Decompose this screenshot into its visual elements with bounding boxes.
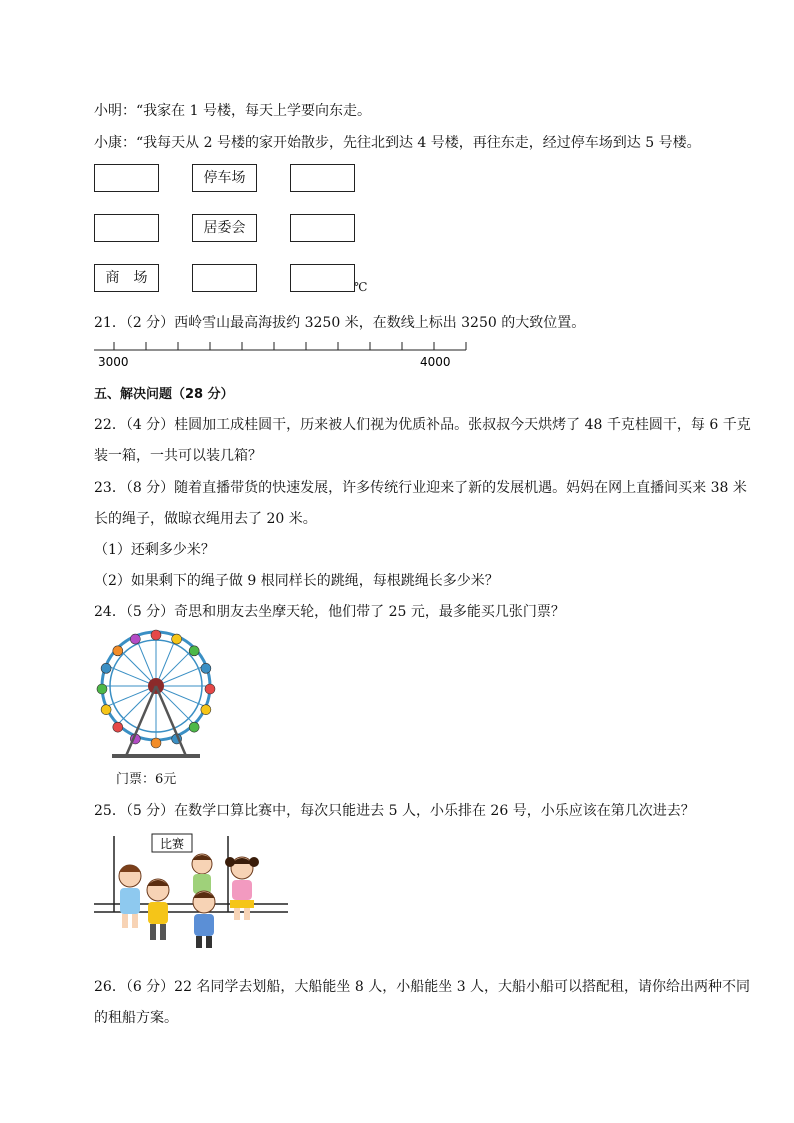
map-box-r1c1	[94, 164, 159, 192]
question-25: 25．（5 分）在数学口算比赛中，每次只能进去 5 人，小乐排在 26 号，小乐应该在第几次进去？	[94, 803, 695, 819]
dialogue-xiaoming: 小明：“我家在 1 号楼，每天上学要向东走。	[94, 103, 371, 119]
number-line	[90, 336, 480, 372]
number-line-end-label: 4000	[420, 355, 451, 369]
question-26-line1: 26．（6 分）22 名同学去划船，大船能坐 8 人，小船能坐 3 人，大船小船可以搭配租，请你给出两种不同	[94, 979, 751, 995]
contest-sign-text: 比赛	[159, 837, 185, 851]
child-boy-back	[192, 854, 212, 894]
map-box-r2c3	[290, 214, 355, 242]
question-23-sub2: （2）如果剩下的绳子做 9 根同样长的跳绳，每根跳绳长多少米？	[94, 573, 499, 589]
wheel-cabin	[205, 684, 215, 694]
map-box-r3c2	[192, 264, 257, 292]
ferris-wheel-illustration	[92, 624, 224, 760]
map-box-r3c3	[290, 264, 355, 292]
child-boy-blue	[193, 891, 215, 948]
wheel-cabin	[151, 738, 161, 748]
wheel-spoke	[118, 686, 156, 724]
child-girl-right	[225, 857, 259, 920]
wheel-base	[112, 754, 200, 758]
question-21: 21．（2 分）西岭雪山最高海拔约 3250 米，在数线上标出 3250 的大致位置。	[94, 315, 586, 331]
contest-queue-illustration	[92, 828, 292, 952]
section-5-heading: 五、解决问题（28 分）	[94, 387, 234, 402]
dialogue-xiaokang: 小康：“我每天从 2 号楼的家开始散步，先往北到达 4 号楼，再往东走，经过停车场到达 5 号楼。	[94, 135, 701, 151]
question-26-line2: 的租船方案。	[94, 1010, 178, 1026]
wheel-cabin	[151, 630, 161, 640]
wheel-cabin	[189, 646, 199, 656]
wheel-cabin	[189, 722, 199, 732]
wheel-cabin	[172, 634, 182, 644]
wheel-cabin	[201, 663, 211, 673]
map-box-parking: 停车场	[192, 164, 257, 192]
wheel-cabin	[130, 634, 140, 644]
question-23-sub1: （1）还剩多少米？	[94, 542, 215, 558]
wheel-cabin	[101, 663, 111, 673]
child-boy-yellow	[147, 879, 169, 940]
question-22-line1: 22．（4 分）桂圆加工成桂圆干，历来被人们视为优质补品。张叔叔今天烘烤了 48 千克桂圆干，每 6 千克	[94, 417, 751, 433]
map-box-mall: 商 场	[94, 264, 159, 292]
ticket-caption: 门票：6元	[116, 772, 177, 787]
stray-celsius-mark: ℃	[354, 280, 368, 294]
wheel-spoke	[156, 686, 194, 724]
question-23-line2: 长的绳子，做晾衣绳用去了 20 米。	[94, 511, 317, 527]
map-box-r1c3	[290, 164, 355, 192]
wheel-cabin	[97, 684, 107, 694]
question-24: 24．（5 分）奇思和朋友去坐摩天轮，他们带了 25 元，最多能买几张门票？	[94, 604, 565, 620]
map-box-committee: 居委会	[192, 214, 257, 242]
wheel-cabin	[201, 705, 211, 715]
number-line-start-label: 3000	[98, 355, 129, 369]
wheel-spoke	[118, 648, 156, 686]
question-23-line1: 23．（8 分）随着直播带货的快速发展，许多传统行业迎来了新的发展机遇。妈妈在网上直播间买来 38 米	[94, 480, 747, 496]
child-girl-left	[119, 865, 141, 928]
wheel-cabin	[113, 646, 123, 656]
wheel-cabin	[101, 705, 111, 715]
map-box-r2c1	[94, 214, 159, 242]
wheel-spoke	[156, 648, 194, 686]
wheel-cabin	[113, 722, 123, 732]
question-22-line2: 装一箱，一共可以装几箱？	[94, 448, 262, 464]
